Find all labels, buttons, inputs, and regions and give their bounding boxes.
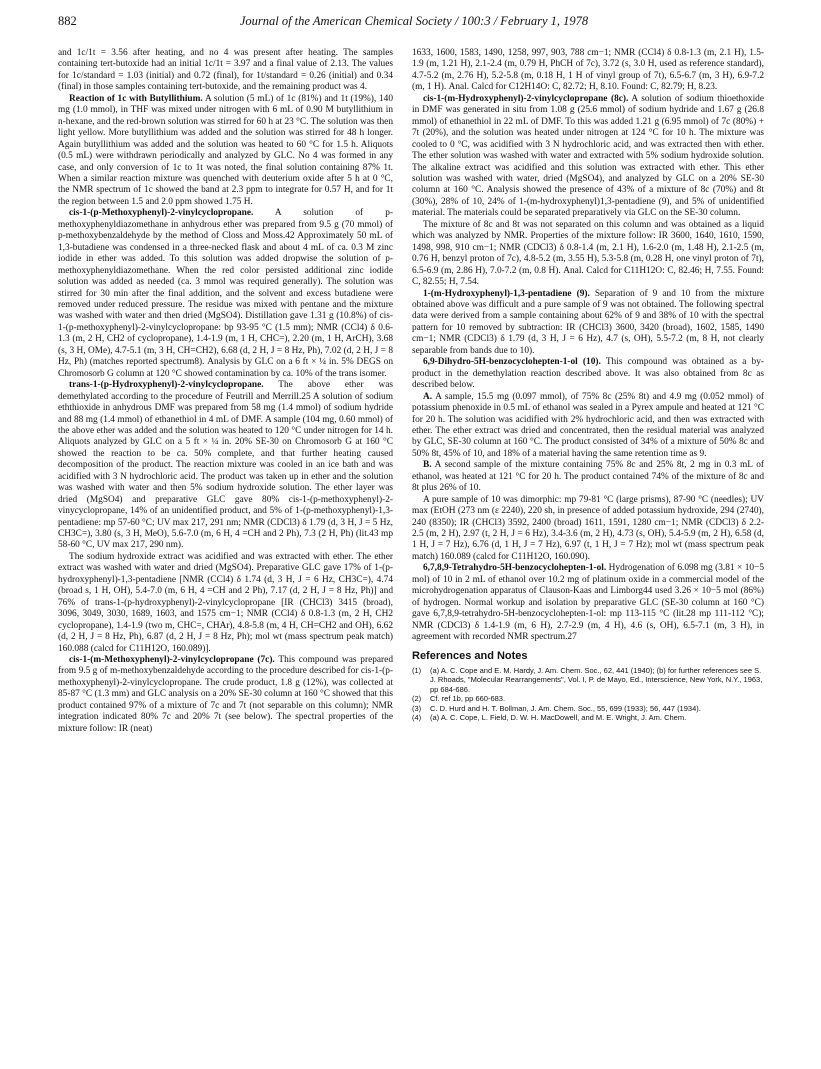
paragraph-heading: 6,7,8,9-Tetrahydro-5H-benzocyclohepten-1-ol. (423, 563, 607, 574)
paragraph (412, 220, 764, 289)
reference-text: C. D. Hurd and H. T. Bollman, J. Am. Chem. Soc., 55, 699 (1933); 56, 447 (1934). (430, 703, 701, 713)
paragraph-text: The above ether was demethylated according to the procedure of Feutrill and Merrill.25 A solution of sodium eththioxide in anhydrous DMF was prepared from 58 mg (1.4 mmol) of sodium hydride and 88 mg (1.4 mmol) of ethanethiol in 4 mL of DMF. A sample (104 mg, 0.60 mmol) of the above ether was added and the solution was heated to 120 °C under nitrogen for 14 h. Aliquots analyzed by GLC on a 5 ft × ¼ in. 20% SE-30 on Chromosorb G at 160 °C showed the reaction to be ca. 50% complete, and that further heating caused decomposition of the product. The reaction mixture was cooled in an ice bath and was acidified with 3 N hydrochloric acid. The product was taken up in ether and the solution was washed with water and then 5% sodium hydroxide solution. The ether layer was dried (MgSO4) and preparative GLC gave 80% cis-1-(p-methoxyphenyl)-2-vinycyclopropane, 14% of an unidentified product, and 5% of 1-(p-methoxyphenyl)-1,3-pentadiene: mp 57-60 °C; UV max 217, 291 nm; NMR (CDCl3) δ 1.79 (d, 3 H, J = 5 Hz, CH3C=), 3.80 (s, 3 H, MeO), 5.6-7.0 (m, 6 H, 4 =CH and 2 Ph), 7.3 (2 H, Ph) (lit.43 mp 58-60 °C, UV max 217, 290 nm). (58, 380, 393, 551)
reference-text: (a) A. C. Cope, L. Field, D. W. H. MacDowell, and M. E. Wright, J. Am. Chem. (430, 713, 687, 723)
paragraph (412, 48, 764, 94)
reference-item (412, 713, 764, 722)
page-header (58, 14, 770, 34)
paragraph (58, 94, 393, 209)
right-column-paragraphs (412, 48, 764, 644)
reference-number: (1) (412, 666, 422, 676)
paragraph-heading: trans-1-(p-Hydroxyphenyl)-2-vinylcyclopropane. (69, 380, 264, 391)
paragraph-lead: B. (423, 460, 432, 471)
paragraph (58, 208, 393, 380)
paragraph (58, 552, 393, 655)
paragraph-text: This compound was prepared from 9.5 g of m-methoxybenzaldehyde according to the procedure described for cis-1-(p-methoxyphenyl)-2-vinylcyclopropane. The crude product, 1.8 g (12%), was collected at 85-87 °C (1.3 mm) and GLC analysis on a 20% SE-30 column at 160 °C showed that this product contained 97% of a mixture of 7c and 7t (not separable on this column); NMR integration indicated 80% 7c and 20% 7t (see below). The spectral properties of the mixture follow: IR (neat) (58, 655, 393, 734)
paragraph-heading: cis-1-(m-Hydroxyphenyl)-2-vinylcyclopropane (8c). (423, 93, 629, 104)
paragraph (412, 392, 764, 461)
reference-item (412, 666, 764, 694)
paragraph (412, 357, 764, 391)
paragraph-text: A pure sample of 10 was dimorphic: mp 79-81 °C (large prisms), 87-90 °C (needles); UV max (EtOH (273 nm (ε 2240), 220 sh, in presence of added potassium hydroxide, 294 (2740), 240 (8350); IR (CHCl3) 3592, 2400 (broad) 1611, 1591, 1280 cm−1; NMR (CDCl3) δ 2.2-2.5 (m, 2 H), 2.97 (t, 2 H, J = 6 Hz), 3.4-3.6 (m, 2 H), 4.73 (s, OH), 5.4-5.9 (m, 2 H), 6.58 (d, 1 H, J = 7 Hz), 6.76 (d, 1 H, J = 7 Hz), 6.97 (t, 1 H, J = 7 Hz); mol wt (mass spectrum peak match) 160.089 (calcd for C11H12O, 160.090). (412, 494, 764, 562)
paragraph-text: Separation of 9 and 10 from the mixture obtained above was difficult and a pure sample of 9 was not obtained. The following spectral data were derived from a sample containing about 62% of 9 and 38% of 10 with the spectral pattern for 10 removed by subtraction: IR (CHCl3) 3600, 3420 (broad), 1602, 1585, 1490 cm−1; NMR (CDCl3) δ 1.79 (d, 3 H, J = 6 Hz), 4.7 (s, OH), 5.5-7.2 (m, 8 H, not clearly separable from bands due to 10). (412, 288, 765, 356)
reference-item (412, 694, 764, 703)
paragraph-text: A second sample of the mixture containing 75% 8c and 25% 8t, 2 mg in 0.3 mL of ethanol, was heated at 121 °C for 20 h. The product contained 74% of the mixture of 8c and 8t plus 26% of 10. (412, 460, 764, 494)
page-number: 882 (58, 14, 77, 28)
paragraph (412, 94, 764, 220)
paragraph-text: A solution (5 mL) of 1c (81%) and 1t (19%), 140 mg (1.0 mmol), in THF was mixed under nitrogen with 6 mL of 0.90 M butyllithium in n-hexane, and the red-brown solution was stirred for 60 h at 23 °C. The solution was then light yellow. More butyllithium was added and the solution was stirred for 48 h longer. Again butyllithium was added and the solution was heated to 60 °C for 1.5 h. Aliquots (0.5 mL) were withdrawn periodically and analyzed by GLC. No 4 was formed in any case, and only conversion of 1c to 1t was noted, the final solution containing 87% 1t. When a similar reaction mixture was quenched with deuterium oxide after 5 h at 0 °C, the NMR spectrum of 1c showed the band at 2.3 ppm to integrate for 0.57 H, and for 1t the region between 1.5 and 2.0 ppm showed 1.75 H. (58, 93, 393, 207)
paragraph-heading: cis-1-(m-Methoxyphenyl)-2-vinylcyclopropane (7c). (69, 655, 275, 666)
paragraph-text: and 1c/1t = 3.56 after heating, and no 4 was present after heating. The samples containing tert-butoxide had an initial 1c/1t = 3.97 and a final value of 2.13. The values for 1c/standard = 1.03 (initial) and 0.72 (final), for 1t/standard = 0.26 (initial) and 0.34 (final) in those samples containing tert-butoxide, and the remaining product was 4. (58, 48, 393, 93)
paragraph-text: The sodium hydroxide extract was acidified and was extracted with ether. The ether extract was washed with water and dried (MgSO4). Preparative GLC gave 17% of 1-(p-hydroxyphenyl)-1,3-pentadiene [NMR (CCl4) δ 1.74 (d, 3 H, J = 6 Hz, CH3C=), 4.74 (broad s, 1 H, OH), 5.4-7.0 (m, 6 H, 4 =CH and 2 Ph), 7.17 (d, 2 H, J = 8 Hz, Ph)] and 76% of trans-1-(p-hydroxyphenyl)-2-vinylcyclopropane [IR (CHCl3) 3415 (broad), 3096, 3049, 3030, 1689, 1603, and 1575 cm−1; NMR (CCl4) δ 0.8-1.3 (m, 2 H, CH2 cyclopropane), 1.4-1.9 (two m, CHC=, CHAr), 4.8-5.8 (m, 4 H, CH=CH2 and OH), 6.62 (d, 2 H, J = 8 Hz, Ph), 6.87 (d, 2 H, J = 8 Hz, Ph); mol wt (mass spectrum peak match) 160.088 (calcd for C11H12O, 160.089)]. (58, 551, 393, 654)
paragraph (58, 655, 393, 735)
left-column (58, 48, 393, 735)
reference-number: (3) (412, 703, 422, 713)
paragraph-text: Hydrogenation of 6.098 mg (3.81 × 10−5 mol) of 10 in 2 mL of ethanol over 10.2 mg of platinum oxide in a commercial model of the microhydrogenation apparatus of Clauson-Kaas and Limborg44 used 3.26 × 10−5 mol (86%) of hydrogen. Normal workup and isolation by preparative GLC (SE-30 column at 160 °C) gave 6,7,8,9-tetrahydro-5H-benzocyclohepten-1-ol: mp 113-115 °C (lit.28 mp 111-112 °C); NMR (CDCl3) δ 1.4-1.9 (m, 6 H), 2.7-2.9 (m, 4 H), 4.6 (s, OH), 6.5-7.1 (m, 3 H), in agreement with recorded NMR spectrum.27 (412, 563, 764, 643)
references-heading: References and Notes (412, 649, 528, 662)
paragraph-text: The mixture of 8c and 8t was not separated on this column and was obtained as a liquid which was analyzed by NMR. Properties of the mixture follow: IR 3600, 1640, 1610, 1590, 1498, 998, 910 cm−1; NMR (CDCl3) δ 0.8-1.4 (m, 2.1 H), 1.6-2.0 (m, 1.48 H), 2.1-2.5 (m, 0.76 H, benzyl proton of 7c), 4.8-5.2 (m, 3.55 H), 5.3-5.8 (m, 0.28 H, one vinyl proton of 7t), 6.5-6.9 (m, 2.86 H), 7.0-7.2 (m, 0.8 H). Anal. Calcd for C11H12O: C, 82.46; H, 7.55. Found: C, 82.55; H, 7.54. (412, 219, 764, 288)
paragraph-text: A sample, 15.5 mg (0.097 mmol), of 75% 8c (25% 8t) and 4.9 mg (0.052 mmol) of potassium phenoxide in 0.5 mL of ethanol was sealed in a Pyrex ampule and heated at 121 °C for 20 h. The solution was acidified with 2% hydrochloric acid, and then was extracted with ether. The ether extract was dried and concentrated, then the residual material was analyzed by GLC, SE-30 column at 160 °C. The product consisted of 34% of a mixture of 50% 8c and 50% 8t, 45% of 10, and 18% of a material having the same retention time as 9. (412, 391, 764, 459)
right-column (412, 48, 764, 722)
reference-item (412, 704, 764, 713)
paragraph (412, 460, 764, 494)
paragraph-heading: Reaction of 1c with Butyllithium. (69, 93, 203, 104)
paragraph (58, 380, 393, 552)
paragraph-heading: 1-(m-Hydroxyphenyl)-1,3-pentadiene (9). (423, 288, 590, 299)
reference-text: Cf. ref 1b, pp 660-683. (430, 694, 506, 704)
paragraph (412, 289, 764, 358)
reference-number: (4) (412, 713, 422, 723)
paragraph-text: This compound was obtained as a by-product in the demethylation reaction described above. It was also obtained from 8c as described below. (412, 357, 764, 391)
journal-running-head: Journal of the American Chemical Society / 100:3 / February 1, 1978 (239, 14, 589, 28)
paragraph-text: A solution of p-methoxyphenyldiazomethane in anhydrous ether was prepared from 9.5 g (70 mmol) of p-methoxybenzaldehyde by the method of Closs and Moss.42 Approximately 50 mL of 1,3-butadiene was condensed in a three-necked flask and about 4 mL of ca. 0.3 M zinc iodide in ether was added. To this solution was added dropwise the solution of p-methoxyphenyldiazomethane. When the red color persisted additional zinc iodide solution was added as needed (ca. 3 mmol was required generally). The solution was stirred for 30 min after the final addition, and the solvent and excess butadiene were removed under reduced pressure. The residue was mixed with pentane and the mixture was washed with water and then dried (MgSO4). Distillation gave 1.31 g (10.8%) of cis-1-(p-methoxyphenyl)-2-vinylcyclopropane: bp 93-95 °C (1.5 mm); NMR (CCl4) δ 0.6-1.3 (m, 2 H, CH2 of cyclopropane), 1.4-1.9 (m, 1 H, CHC=), 2.20 (m, 1 H, ArCH), 3.68 (s, 3 H, OMe), 4.7-5.1 (m, 3 H, CH=CH2), 6.68 (d, 2 H, J = 8 Hz, Ph), 7.02 (d, 2 H, J = 8 Hz, Ph) (matches reported spectrum8). Analysis by GLC on a 6 ft × ¼ in. 5% DEGS on Chromosorb G column at 120 °C showed contamination by ca. 10% of the trans isomer. (58, 208, 393, 379)
paragraph (412, 495, 764, 564)
paragraph-heading: cis-1-(p-Methoxyphenyl)-2-vinylcyclopropane. (69, 208, 254, 219)
paragraph-text: 1633, 1600, 1583, 1490, 1258, 997, 903, 788 cm−1; NMR (CCl4) δ 0.8-1.3 (m, 2.1 H), 1.5-1.9 (m, 1.21 H), 2.1-2.4 (m, 0.79 H, PhCH of 7c), 3.72 (s, 3.0 H, used as reference standard), 4.7-5.2 (m, 2.76 H), 5.2-5.8 (m, 0.18 H, 1 H of vinyl group of 7t), 6.5-6.7 (m, 3 H), 6.9-7.2 (m, 1 H). Anal. Calcd for C12H14O: C, 82.72; H, 8.10. Found: C, 82.79; H, 8.23. (412, 48, 764, 93)
paragraph (58, 48, 393, 94)
paragraph-heading: 6,9-Dihydro-5H-benzocyclohepten-1-ol (10). (423, 357, 601, 368)
reference-text: (a) A. C. Cope and E. M. Hardy, J. Am. Chem. Soc., 62, 441 (1940); (b) for further references see S. J. Rhoads, "Molecular Rearrangements", Vol. I, P. de Mayo, Ed., Interscience, New York, N.Y., 1963, pp 684-686. (430, 666, 763, 694)
paragraph-text: A solution of sodium thioethoxide in DMF was generated in situ from 1.08 g (25.6 mmol) of sodium hydride and 1.67 g (26.8 mmol) of ethanethiol in 22 mL of DMF. To this was added 1.21 g (6.95 mmol) of 7c (80%) + 7t (20%), and the solution was heated under nitrogen at 124 °C for 10 h. The mixture was cooled to 0 °C, was acidified with 3 N hydrochloric acid, and was extracted then with ether. The ether solution was washed with water and extracted with 5% sodium hydroxide solution. The alkaline extract was acidified and this solution was extracted with ether. This ether solution was washed with water, dried (MgSO4), and analyzed by GLC on a 20% SE-30 column at 160 °C. Analysis showed the presence of 43% of a mixture of 8c (70%) and 8t (30%), 28% of 10, 24% of 1-(m-hydroxyphenyl)1,3-pentadiene (9), and 5% of unidentified material. The materials could be separated preparatively via GLC on the SE-30 column. (412, 93, 764, 219)
paragraph-lead: A. (423, 391, 433, 402)
references-list (412, 666, 764, 722)
reference-number: (2) (412, 694, 422, 704)
paragraph (412, 563, 764, 643)
